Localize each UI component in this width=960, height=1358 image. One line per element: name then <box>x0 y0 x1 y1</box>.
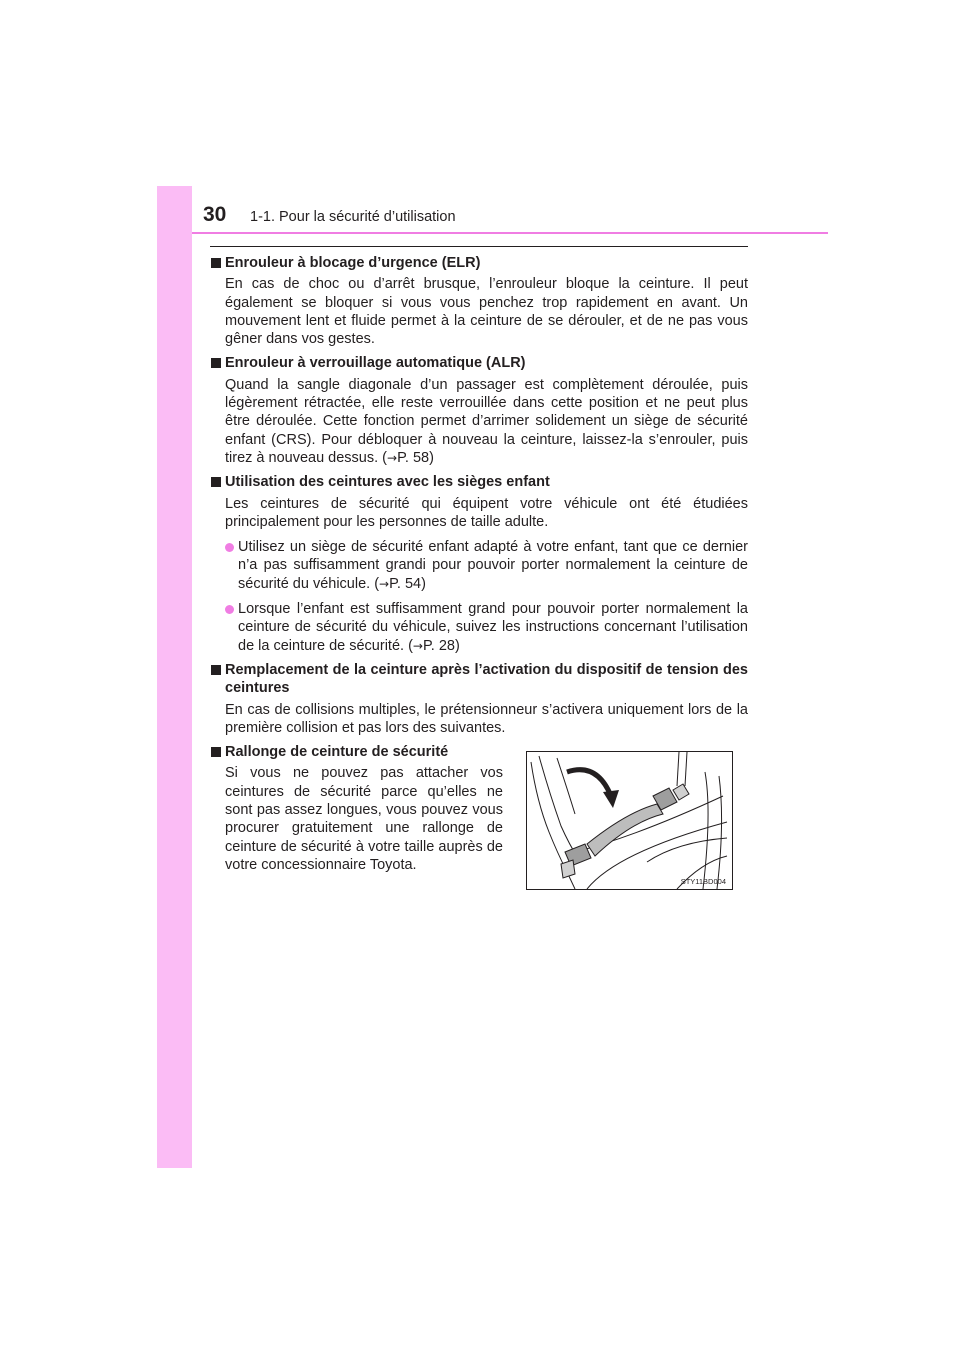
entry-title: Utilisation des ceintures avec les sièges enfant <box>225 474 550 491</box>
bullet-text-body: Utilisez un siège de sécurité enfant adapté à votre enfant, tant que ce dernier n’a pas suffisamment grandi pour pouvoir porter normalement la ceinture de sécurité du véhicule. ( <box>238 539 748 592</box>
bullet-dot-icon <box>225 543 234 552</box>
entry-text <box>225 376 748 467</box>
square-bullet-icon <box>211 665 221 675</box>
square-bullet-icon <box>211 358 221 368</box>
bullet-item <box>225 538 748 593</box>
bullet-item <box>225 600 748 655</box>
square-bullet-icon <box>211 747 221 757</box>
entry-pretensioner <box>210 661 748 737</box>
bullet-text <box>238 538 748 593</box>
page-reference-link[interactable]: P. 28) <box>422 637 460 654</box>
entry-text: Si vous ne pouvez pas attacher vos ceintures de sécurité parce qu’elles ne sont pas assez longues, vous pouvez vous procurer gratuitement une rallonge de ceinture de sécurité à votre taille auprès de votre concessionnaire Toyota. <box>225 765 503 873</box>
seat-belt-drawing <box>527 752 732 889</box>
entry-title: Enrouleur à verrouillage automatique (ALR) <box>225 355 526 372</box>
entry-alr <box>210 354 748 467</box>
entry-text: En cas de choc ou d’arrêt brusque, l’enrouleur bloque la ceinture. Il peut également se bloquer si vous vous penchez trop rapidement en avant. Un mouvement lent et fluide permet à la ceinture de se dérouler, et de ne pas vous gêner dans vos gestes. <box>225 276 748 348</box>
header-rule <box>192 232 828 234</box>
section-title: 1-1. Pour la sécurité d’utilisation <box>250 209 456 225</box>
square-bullet-icon <box>211 477 221 487</box>
page-reference-link[interactable]: P. 54) <box>389 575 426 592</box>
entry-heading <box>210 473 748 491</box>
entry-title: Rallonge de ceinture de sécurité <box>225 744 449 761</box>
entry-text: Les ceintures de sécurité qui équipent votre véhicule ont été étudiées principalement pour les personnes de taille adulte. <box>225 495 748 530</box>
figure-code: STY11BD004 <box>680 877 726 886</box>
entry-title: Remplacement de la ceinture après l’activation du dispositif de tension des ceintures <box>225 661 748 697</box>
entry-title: Enrouleur à blocage d’urgence (ELR) <box>225 255 481 271</box>
page-number: 30 <box>203 203 227 226</box>
entry-heading <box>210 661 748 698</box>
side-tab-band <box>157 186 192 1168</box>
entry-text: En cas de collisions multiples, le prétensionneur s’activera uniquement lors de la première collision et pas lors des suivantes. <box>225 701 748 736</box>
seatbelt-extender-illustration <box>526 751 733 890</box>
square-bullet-icon <box>211 258 221 268</box>
bullet-text <box>238 600 748 655</box>
entry-text-body: Quand la sangle diagonale d’un passager est complètement déroulée, puis légèrement rétractée, elle reste verrouillée dans cette position et ne peut plus être déroulée. Cette fonction permet d’arrimer solidement un siège de sécurité enfant (CRS). Pour débloquer à nouveau la ceinture, laissez-la s’enrouler, puis tirez à nouveau dessus. ( <box>225 376 748 466</box>
entry-child-seats <box>210 473 748 655</box>
entry-elr <box>210 254 748 348</box>
reference-arrow-icon: → <box>412 638 423 653</box>
entry-heading <box>210 254 748 272</box>
bullet-dot-icon <box>225 605 234 614</box>
content-top-rule <box>210 246 748 247</box>
reference-arrow-icon: → <box>387 450 398 465</box>
reference-arrow-icon: → <box>379 576 390 591</box>
entry-heading <box>210 354 748 372</box>
page-reference-link[interactable]: P. 58) <box>397 449 434 466</box>
bullet-text-body: Lorsque l’enfant est suffisamment grand pour pouvoir porter normalement la ceinture de sécurité du véhicule, suivez les instructions concernant l’utilisation de la ceinture de sécurité. ( <box>238 601 748 654</box>
